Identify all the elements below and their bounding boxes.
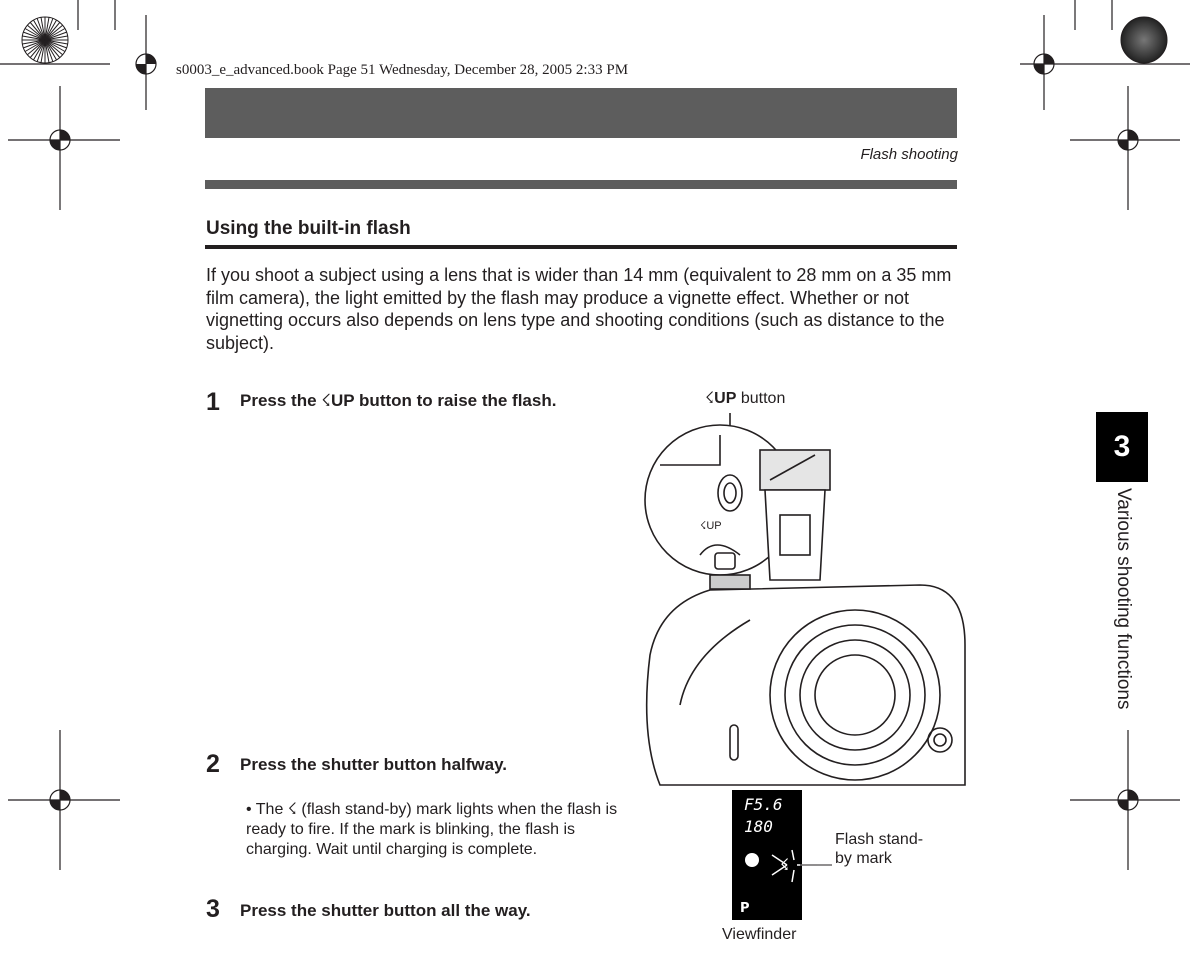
section-label: Flash shooting <box>860 146 958 163</box>
step-3-text: Press the shutter button all the way. <box>240 901 531 920</box>
viewfinder-shutter: 180 <box>744 817 773 836</box>
viewfinder-caption: Viewfinder <box>722 926 797 943</box>
flash-standby-icon: ☇ <box>780 855 790 874</box>
flash-icon: ☇ <box>705 390 715 407</box>
step-2-number: 2 <box>206 750 220 778</box>
chapter-title: Various shooting functions <box>1113 488 1134 710</box>
header-bar <box>205 88 957 138</box>
header-rule <box>205 180 957 189</box>
step-2-text: Press the shutter button halfway. <box>240 755 508 774</box>
camera-illustration <box>620 405 970 795</box>
step-2-bullet: • The ☇ (flash stand-by) mark lights when the flash is ready to fire. If the mark is blinking, the flash is charging. Wait until charging is complete. <box>246 801 618 858</box>
intro-paragraph: If you shoot a subject using a lens that is wider than 14 mm (equivalent to 28 mm on a 35 mm film camera), the light emitted by the flash may produce a vignette effect. Whether or not vignetting occurs also depends on lens type and shooting conditions (such as distance to the subject). <box>206 265 952 353</box>
step-1-text: Press the ☇UP button to raise the flash. <box>240 391 557 410</box>
file-info: s0003_e_advanced.book Page 51 Wednesday, December 28, 2005 2:33 PM <box>176 62 629 78</box>
step-3-number: 3 <box>206 895 220 923</box>
chapter-number: 3 <box>1096 412 1148 482</box>
flash-up-button-label: ☇UP button <box>705 390 786 407</box>
title-rule <box>205 245 957 249</box>
viewfinder-display <box>732 790 837 920</box>
flash-icon: ☇ <box>287 801 297 818</box>
step-1-number: 1 <box>206 388 220 416</box>
flash-icon: ☇ <box>321 391 332 410</box>
flash-standby-callout: Flash stand-by mark <box>835 831 924 867</box>
viewfinder-aperture: F5.6 <box>744 795 783 814</box>
page-title: Using the built-in flash <box>206 218 411 239</box>
viewfinder-mode: P <box>740 901 750 916</box>
camera-small-label: ☇UP <box>700 520 722 532</box>
focus-indicator-icon <box>745 853 759 867</box>
